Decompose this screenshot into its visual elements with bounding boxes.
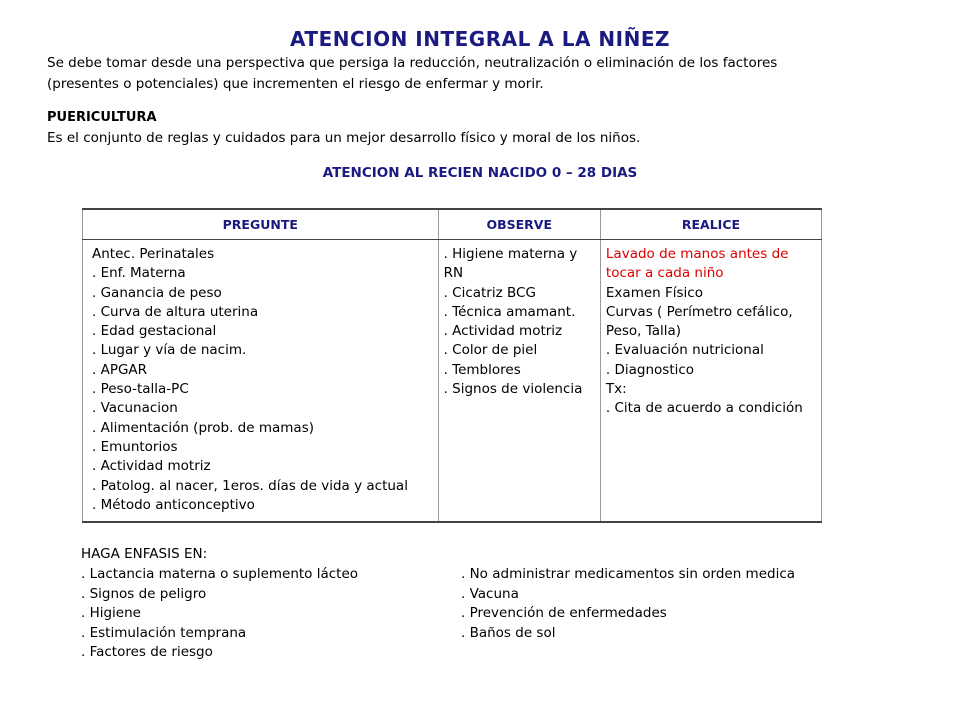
table-row [83,240,822,523]
list-item: . Vacuna [461,585,519,602]
list-item: . Cicatriz BCG [443,284,536,301]
pregunte-cell [83,240,439,523]
list-item: . Baños de sol [461,624,556,641]
header-realice: REALICE [600,209,821,240]
list-item: Antec. Perinatales [92,246,215,262]
list-item: . Emuntorios [92,438,178,455]
table-header-row [83,209,822,240]
list-item: . Vacunacion [92,400,178,417]
list-item: Examen Físico [605,284,703,301]
list-item: . Signos de violencia [443,381,583,398]
intro-paragraph [47,53,927,95]
list-item: . No administrar medicamentos sin orden medica [461,566,796,582]
enfasis-heading: HAGA ENFASIS EN: [81,546,208,562]
puericultura-text: Es el conjunto de reglas y cuidados para un mejor desarrollo físico y moral de los niños. [47,130,641,146]
list-item: . Actividad motriz [443,323,563,340]
list-item: . Enf. Materna [92,265,186,282]
enfasis-right-list [461,565,841,663]
list-item: . Evaluación nutricional [605,342,764,359]
page-title: ATENCION INTEGRAL A LA NIÑEZ [290,27,670,51]
list-item: . Método anticonceptivo [92,496,255,513]
list-item: Tx: [605,381,627,398]
realice-cell [600,240,821,523]
list-item: . Curva de altura uterina [92,303,259,320]
list-item: . Lugar y vía de nacim. [92,342,247,359]
handwash-highlight: Lavado de manos antes de tocar a cada niño [605,246,789,282]
list-item: . Patolog. al nacer, 1eros. días de vida y actual [92,477,408,494]
list-item: . Prevención de enfermedades [461,605,667,622]
enfasis-section [81,545,841,663]
list-item: . Factores de riesgo [81,644,213,661]
list-item: . Actividad motriz [92,458,211,475]
list-item: . Técnica amamant. [443,303,576,320]
list-item: . Higiene [81,605,141,622]
header-observe: OBSERVE [438,209,600,240]
list-item: . Ganancia de peso [92,284,222,301]
list-item: . APGAR [92,361,148,378]
list-item: . Edad gestacional [92,323,217,340]
observe-cell [438,240,600,523]
list-item: . Peso-talla-PC [92,381,189,398]
list-item: . Diagnostico [605,361,695,378]
list-item: Curvas ( Perímetro cefálico, Peso, Talla) [605,303,793,340]
list-item: . Color de piel [443,342,538,359]
list-item: . Signos de peligro [81,585,207,602]
header-pregunte: PREGUNTE [83,209,439,240]
intro-line: Se debe tomar desde una perspectiva que persiga la reducción, neutralización o eliminación de los factores [47,55,778,71]
list-item: . Cita de acuerdo a condición [605,400,803,417]
enfasis-left-list [81,565,461,663]
list-item: . Estimulación temprana [81,624,247,641]
puericultura-heading: PUERICULTURA [47,110,157,125]
section-subtitle: ATENCION AL RECIEN NACIDO 0 – 28 DIAS [322,165,638,181]
intro-line: (presentes o potenciales) que incrementen el riesgo de enfermar y morir. [47,76,544,92]
list-item: . Higiene materna y RN [443,246,578,282]
list-item: . Lactancia materna o suplemento lácteo [81,566,359,582]
newborn-care-table [82,208,822,523]
list-item: . Temblores [443,361,521,378]
list-item: . Alimentación (prob. de mamas) [92,419,314,436]
